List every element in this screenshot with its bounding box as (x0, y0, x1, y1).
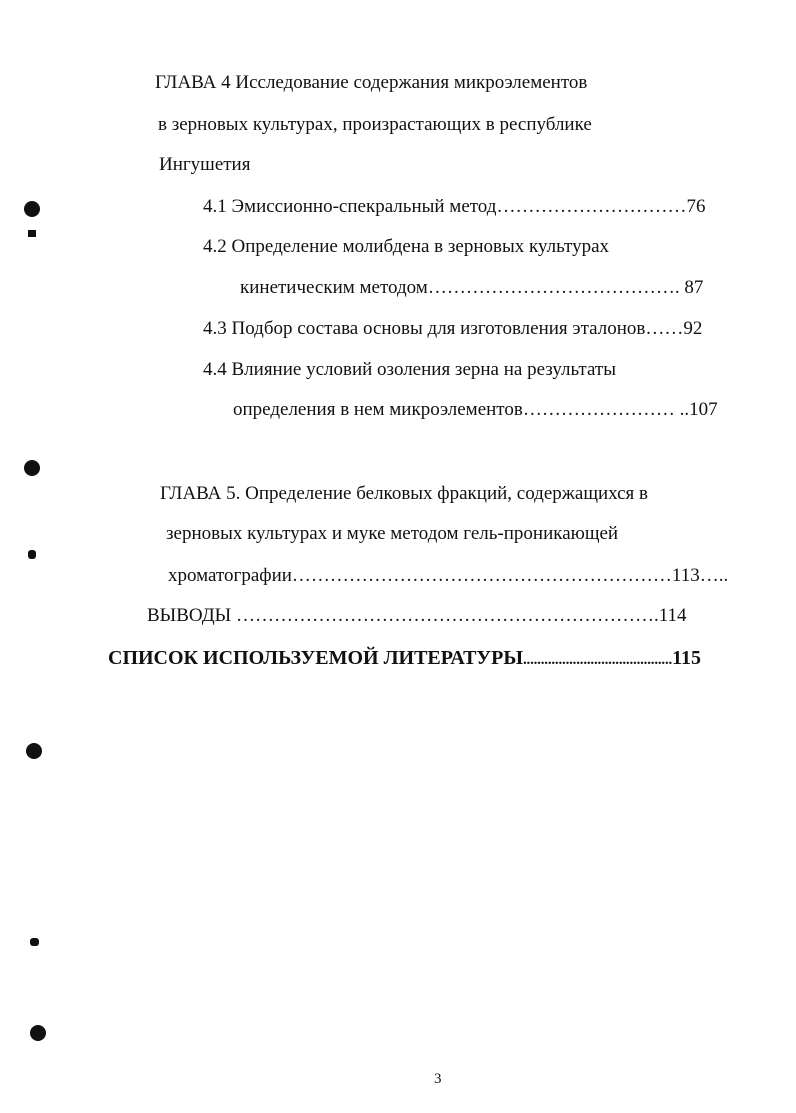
scan-speck-3 (30, 938, 39, 946)
toc-entry-conclusions-page: 114 (658, 605, 687, 626)
toc-entry-4-3-title: 4.3 Подбор состава основы для изготовления эталонов (203, 318, 646, 339)
toc-entry-conclusions[interactable] (147, 604, 687, 628)
toc-entry-4-2-title: кинетическим методом (240, 277, 428, 298)
toc-entry-references[interactable] (108, 646, 701, 672)
toc-entry-4-2[interactable] (240, 276, 703, 300)
scan-speck-2 (28, 550, 36, 559)
toc-leader-dots: …………………… .. (522, 399, 690, 420)
toc-ch4-title-line2: в зерновых культурах, произрастающих в республике (158, 114, 592, 135)
toc-leader-dots: ………………………… (496, 196, 687, 217)
toc-entry-4-1[interactable] (203, 195, 705, 219)
toc-entry-references-title: СПИСОК ИСПОЛЬЗУЕМОЙ ЛИТЕРАТУРЫ (108, 647, 523, 669)
toc-ch5-title-line1: ГЛАВА 5. Определение белковых фракций, содержащихся в (160, 483, 648, 504)
toc-entry-conclusions-title: ВЫВОДЫ (147, 605, 236, 626)
toc-leader-dots: …………………………………………………… (291, 565, 672, 586)
binder-hole-2 (24, 460, 40, 476)
toc-entry-4-4-title: определения в нем микроэлементов (233, 399, 523, 420)
toc-entry-ch5-page: 113….. (671, 565, 729, 586)
toc-ch4-title-line1: ГЛАВА 4 Исследование содержания микроэлементов (155, 72, 588, 93)
page-number: 3 (434, 1071, 442, 1087)
toc-entry-4-4-page: 107 (689, 399, 718, 420)
toc-entry-4-1-page: 76 (686, 196, 706, 217)
toc-entry-4-3[interactable] (203, 317, 702, 341)
toc-leader-dots: …… (645, 318, 684, 339)
toc-entry-4-2-page: 87 (679, 277, 704, 298)
toc-leader-dots: …………………………………. (427, 277, 680, 298)
toc-ch4-title-line3: Ингушетия (159, 154, 251, 175)
toc-entry-ch5-title: хроматографии (168, 565, 292, 586)
toc-entry-references-page: 115 (672, 647, 701, 669)
toc-entry-ch5[interactable] (168, 564, 728, 588)
scan-speck-1 (28, 230, 36, 237)
toc-entry-4-3-page: 92 (683, 318, 703, 339)
toc-leader-dots: …………………………………………………………. (235, 605, 659, 626)
toc-entry-4-2-line1: 4.2 Определение молибдена в зерновых культурах (203, 236, 610, 257)
binder-hole-4 (30, 1025, 46, 1041)
toc-ch5-title-line2: зерновых культурах и муке методом гель-проникающей (166, 523, 619, 544)
toc-entry-4-4[interactable] (233, 398, 718, 422)
binder-hole-3 (26, 743, 42, 759)
binder-hole-1 (24, 201, 40, 217)
toc-leader-dots: .......................................... (522, 652, 673, 668)
toc-entry-4-4-line1: 4.4 Влияние условий озоления зерна на результаты (203, 359, 616, 380)
toc-entry-4-1-title: 4.1 Эмиссионно-спекральный метод (203, 196, 497, 217)
